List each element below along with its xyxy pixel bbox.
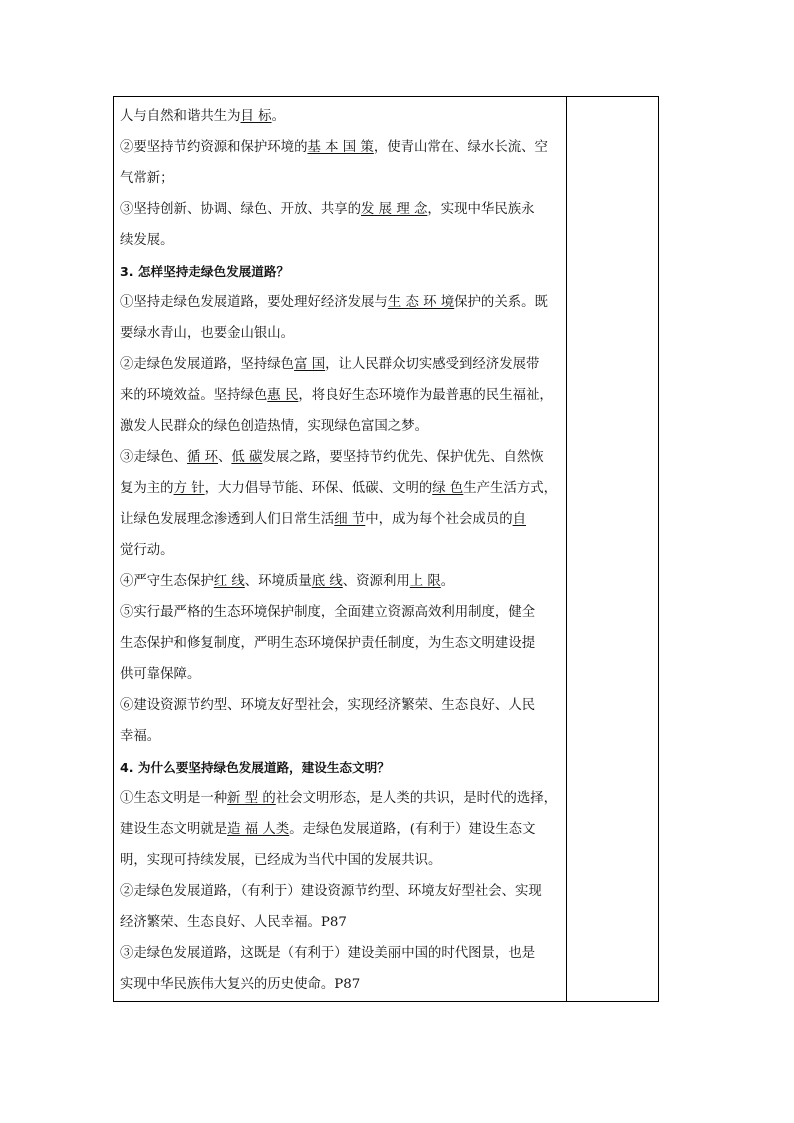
text-line: 来的环境效益。坚持绿色惠 民，将良好生态环境作为最普惠的民生福祉， <box>120 388 553 403</box>
text-line: 经济繁荣、生态良好、人民幸福。P87 <box>120 915 347 930</box>
blank-answer: 自 <box>512 512 526 527</box>
text-line: ③走绿色发展道路，这既是（有利于）建设美丽中国的时代图景，也是 <box>120 946 536 961</box>
text-line: ⑤实行最严格的生态环境保护制度，全面建立资源高效利用制度，健全 <box>120 605 536 620</box>
blank-answer: 发 展 理 念 <box>361 202 428 217</box>
text-line: 复为主的方 针，大力倡导节能、环保、低碳、文明的绿 色生产生活方式， <box>120 481 558 496</box>
blank-answer: 新 型 的 <box>227 791 276 806</box>
text-line: 建设生态文明就是造 福 人类。走绿色发展道路，(有利于）建设生态文 <box>120 822 536 837</box>
blank-answer: 造 福 人类 <box>227 822 290 837</box>
text-line: 明，实现可持续发展，已经成为当代中国的发展共识。 <box>120 853 442 868</box>
text-line: ③坚持创新、协调、绿色、开放、共享的发 展 理 念，实现中华民族永 <box>120 202 535 217</box>
text-line: 气常新； <box>120 171 174 186</box>
text-line: ①生态文明是一种新 型 的社会文明形态，是人类的共识，是时代的选择， <box>120 791 558 806</box>
blank-answer: 细 节 <box>334 512 366 527</box>
blank-answer: 循 环 <box>186 450 218 465</box>
text-line: 人与自然和谐共生为目 标。 <box>120 109 285 124</box>
text-line: ②走绿色发展道路，坚持绿色富 国，让人民群众切实感受到经济发展带 <box>120 357 540 372</box>
text-line: ①坚持走绿色发展道路，要处理好经济发展与生 态 环 境保护的关系。既 <box>120 295 548 310</box>
text-line: 要绿水青山，也要金山银山。 <box>120 326 295 341</box>
text-line: ③走绿色、循 环、低 碳发展之路，要坚持节约优先、保护优先、自然恢 <box>120 450 544 465</box>
blank-answer: 红 线 <box>213 574 245 589</box>
blank-answer: 上 限 <box>409 574 441 589</box>
text-line: ④严守生态保护红 线、环境质量底 线、资源利用上 限。 <box>120 574 455 589</box>
blank-answer: 底 线 <box>311 574 343 589</box>
text-line: 实现中华民族伟大复兴的历史使命。P87 <box>120 977 361 992</box>
text-line: 供可靠保障。 <box>120 667 201 682</box>
text-line: 让绿色发展理念渗透到人们日常生活细 节中，成为每个社会成员的自 <box>120 512 526 527</box>
text-line: 幸福。 <box>120 729 161 744</box>
text-line: ②要坚持节约资源和保护环境的基 本 国 策，使青山常在、绿水长流、空 <box>120 140 548 155</box>
blank-answer: 基 本 国 策 <box>307 140 374 155</box>
blank-answer: 富 国 <box>294 357 326 372</box>
lesson-table <box>113 96 659 1002</box>
text-line: ②走绿色发展道路，（有利于）建设资源节约型、环境友好型社会、实现 <box>120 884 542 899</box>
blank-answer: 目 标 <box>240 109 272 124</box>
section-heading: 4. 为什么要坚持绿色发展道路，建设生态文明？ <box>120 760 390 775</box>
text-line: 觉行动。 <box>120 543 174 558</box>
column-divider <box>566 97 567 1001</box>
text-line: ⑥建设资源节约型、环境友好型社会，实现经济繁荣、生态良好、人民 <box>120 698 536 713</box>
blank-answer: 方 针 <box>173 481 205 496</box>
content-cell <box>120 101 562 1000</box>
text-line: 激发人民群众的绿色创造热情，实现绿色富国之梦。 <box>120 419 428 434</box>
blank-answer: 生 态 环 境 <box>387 295 455 310</box>
blank-answer: 惠 民 <box>267 388 299 403</box>
text-line: 生态保护和修复制度，严明生态环境保护责任制度，为生态文明建设提 <box>120 636 536 651</box>
blank-answer: 低 碳 <box>231 450 263 465</box>
blank-answer: 绿 色 <box>432 481 464 496</box>
text-line: 续发展。 <box>120 233 174 248</box>
section-heading: 3. 怎样坚持走绿色发展道路？ <box>120 264 290 279</box>
